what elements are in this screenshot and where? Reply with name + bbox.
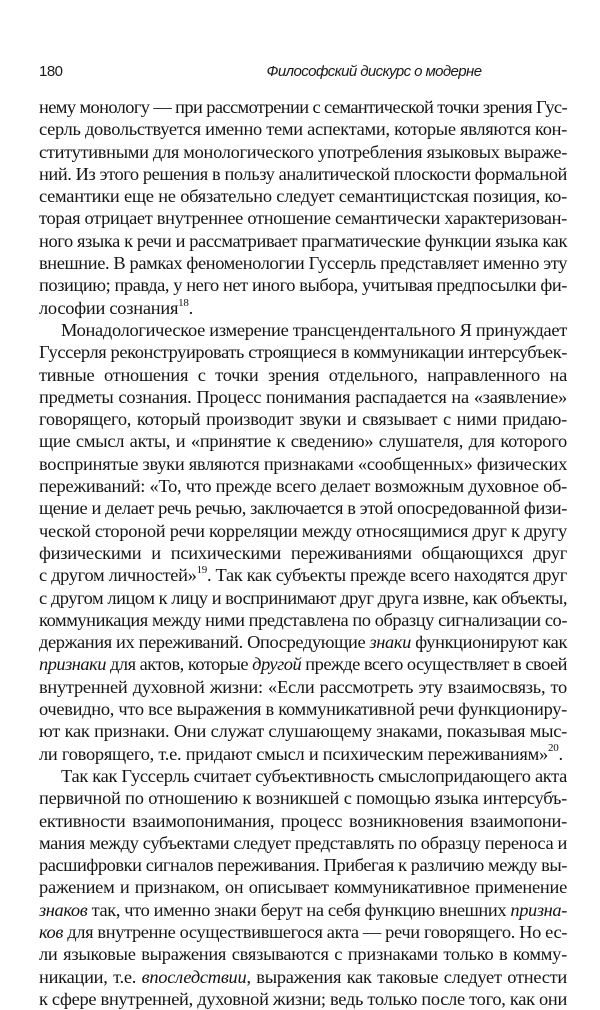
text-line [39,163,567,185]
text-segment: щие смысл акты, и «принятие к сведению» слушателя, для которого [39,431,567,452]
footnote-ref: 20 [547,742,559,755]
text-segment: с другом личностей» [39,565,197,586]
text-line [39,921,567,943]
text-segment: ного языка к речи и рассматривает прагматические функции языка как [39,230,567,251]
italic-text: другой [252,654,302,675]
italic-text: знаки [369,632,411,653]
text-segment: очевидно, что все выражения в коммуникативной речи функциониру- [39,699,568,720]
text-segment: внутренней духовной жизни: «Если рассмотреть эту взаимосвязь, то [39,676,567,697]
text-line [39,141,567,163]
text-segment: физическими и психическими переживаниями общающихся друг [39,542,567,563]
text-segment: ют как признаки. Они служат слушающему знаками, показывая мыс- [39,721,567,742]
footnote-ref: 19 [196,564,207,577]
text-line [39,810,567,832]
text-segment: держания их переживаний. Опосредующие [39,632,370,653]
text-segment: . [558,743,563,764]
text-segment: Так как Гуссерль считает субъективность смыслопридающего акта [61,765,567,786]
text-line [39,899,567,921]
text-line [39,698,567,720]
text-line [39,274,567,296]
text-line [39,297,567,319]
text-line [39,520,567,542]
text-segment: для актов, которые [105,654,253,675]
text-segment: торая отрицает внутреннее отношение семантически характеризован- [39,208,567,229]
paragraph [39,765,567,1010]
text-line [39,430,567,452]
paragraph [39,319,567,765]
text-segment: ститутивными для монологического употребления языковых выраже- [39,141,568,162]
text-segment: позицию; правда, у него нет иного выбора, учитывая предпосылки фи- [39,275,568,296]
text-line [39,341,567,363]
text-segment: к сфере внутренней, духовной жизни; ведь только после того, как они [39,988,567,1009]
text-line [39,364,567,386]
text-line [39,475,567,497]
page-number: 180 [39,63,63,80]
text-line [39,230,567,252]
running-title: Философский дискурс о модерне [266,63,482,80]
text-line [39,854,567,876]
text-line [39,988,567,1010]
text-segment: воспринятые звуки являются признаками «сообщенных» физических [39,453,568,474]
text-segment: говорящего, который производит звуки и связывает с ними придаю- [39,409,567,430]
text-segment: ражением и признаком, он описывает коммуникативное применение [39,877,567,898]
text-segment: предметы сознания. Процесс понимания распадается на «заявление» [39,386,567,407]
text-segment: так, что именно знаки берут на себя функцию внешних [87,899,511,920]
text-segment: прежде всего осуществляет в своей [301,654,567,675]
text-segment: расшифровки сигналов переживания. Прибегая к различию между вы- [39,855,567,876]
text-line [39,631,567,653]
italic-text: ков [39,921,64,942]
text-line [39,564,567,586]
text-segment: . Так как субъекты прежде всего находятся друг [206,565,567,586]
text-segment: нему монологу — при рассмотрении с семантической точки зрения Гус- [39,97,568,117]
text-segment: тивные отношения с точки зрения отдельного, направленного на [39,364,567,385]
text-line [39,252,567,274]
text-line [39,386,567,408]
text-line [39,453,567,475]
text-line [39,966,567,988]
italic-text: признаки [39,654,106,675]
text-segment: переживаний: «То, что прежде всего делает возможным духовное об- [39,476,567,497]
text-line [39,787,567,809]
text-line [39,720,567,742]
text-segment: семантики еще не обязательно следует семантицистская позиция, ко- [39,186,567,207]
footnote-ref: 18 [178,296,189,309]
text-line [39,587,567,609]
text-segment: лософии сознания [39,297,179,318]
italic-text: призна- [510,899,568,920]
body-text [39,96,567,1010]
text-segment: ческой стороной речи корреляции между относящимися друг к другу [39,520,568,541]
text-segment: . [188,297,194,318]
text-segment: никации, т.е. [39,966,142,987]
text-line [39,943,567,965]
text-line [39,609,567,631]
text-segment: серль довольствуется именно теми аспектами, которые являются кон- [39,119,567,140]
text-segment: ли языковые выражения связываются с признаками только в комму- [39,944,567,965]
text-segment: для внутренне осуществившегося акта — речи говорящего. Но ес- [63,921,568,942]
text-line [39,542,567,564]
text-line [39,743,567,765]
text-line [39,207,567,229]
text-line [39,676,567,698]
text-segment: , выражения как таковые следует отнести [246,966,567,987]
text-segment: с другом лицом к лицу и воспринимают друг друга извне, как объекты, [39,587,567,608]
text-line [39,319,567,341]
text-segment: внешние. В рамках феноменологии Гуссерль представляет именно эту [39,253,568,274]
text-line [39,96,567,118]
text-line [39,118,567,140]
text-segment: ний. Из этого решения в пользу аналитической плоскости формальной [39,163,567,184]
text-segment: ективности взаимопонимания, процесс возникновения взаимопони- [39,810,567,831]
italic-text: знаков [39,899,88,920]
text-segment: мания между субъектами следует представлять по образцу переноса и [39,832,567,853]
text-segment: первичной по отношению к возникшей с помощью языка интерсубъ- [39,788,567,809]
text-segment: Монадологическое измерение трансцендентального Я принуждает [61,319,567,340]
text-segment: Гуссерля реконструировать строящиеся в коммуникации интерсубъек- [39,342,567,363]
text-line [39,497,567,519]
text-line [39,832,567,854]
text-line [39,185,567,207]
text-line [39,765,567,787]
italic-text: впоследствии [141,966,247,987]
text-line [39,653,567,675]
text-segment: щение и делает речь речью, заключается в этой опосредованной физи- [39,498,567,519]
text-segment: функционируют как [410,632,568,653]
text-segment: коммуникация между ними представлена по образцу сигнализации со- [39,609,568,630]
text-line [39,876,567,898]
text-line [39,408,567,430]
text-segment: ли говорящего, т.е. придают смысл и психическим переживаниям» [39,743,548,764]
paragraph [39,96,567,319]
running-head [39,60,567,84]
